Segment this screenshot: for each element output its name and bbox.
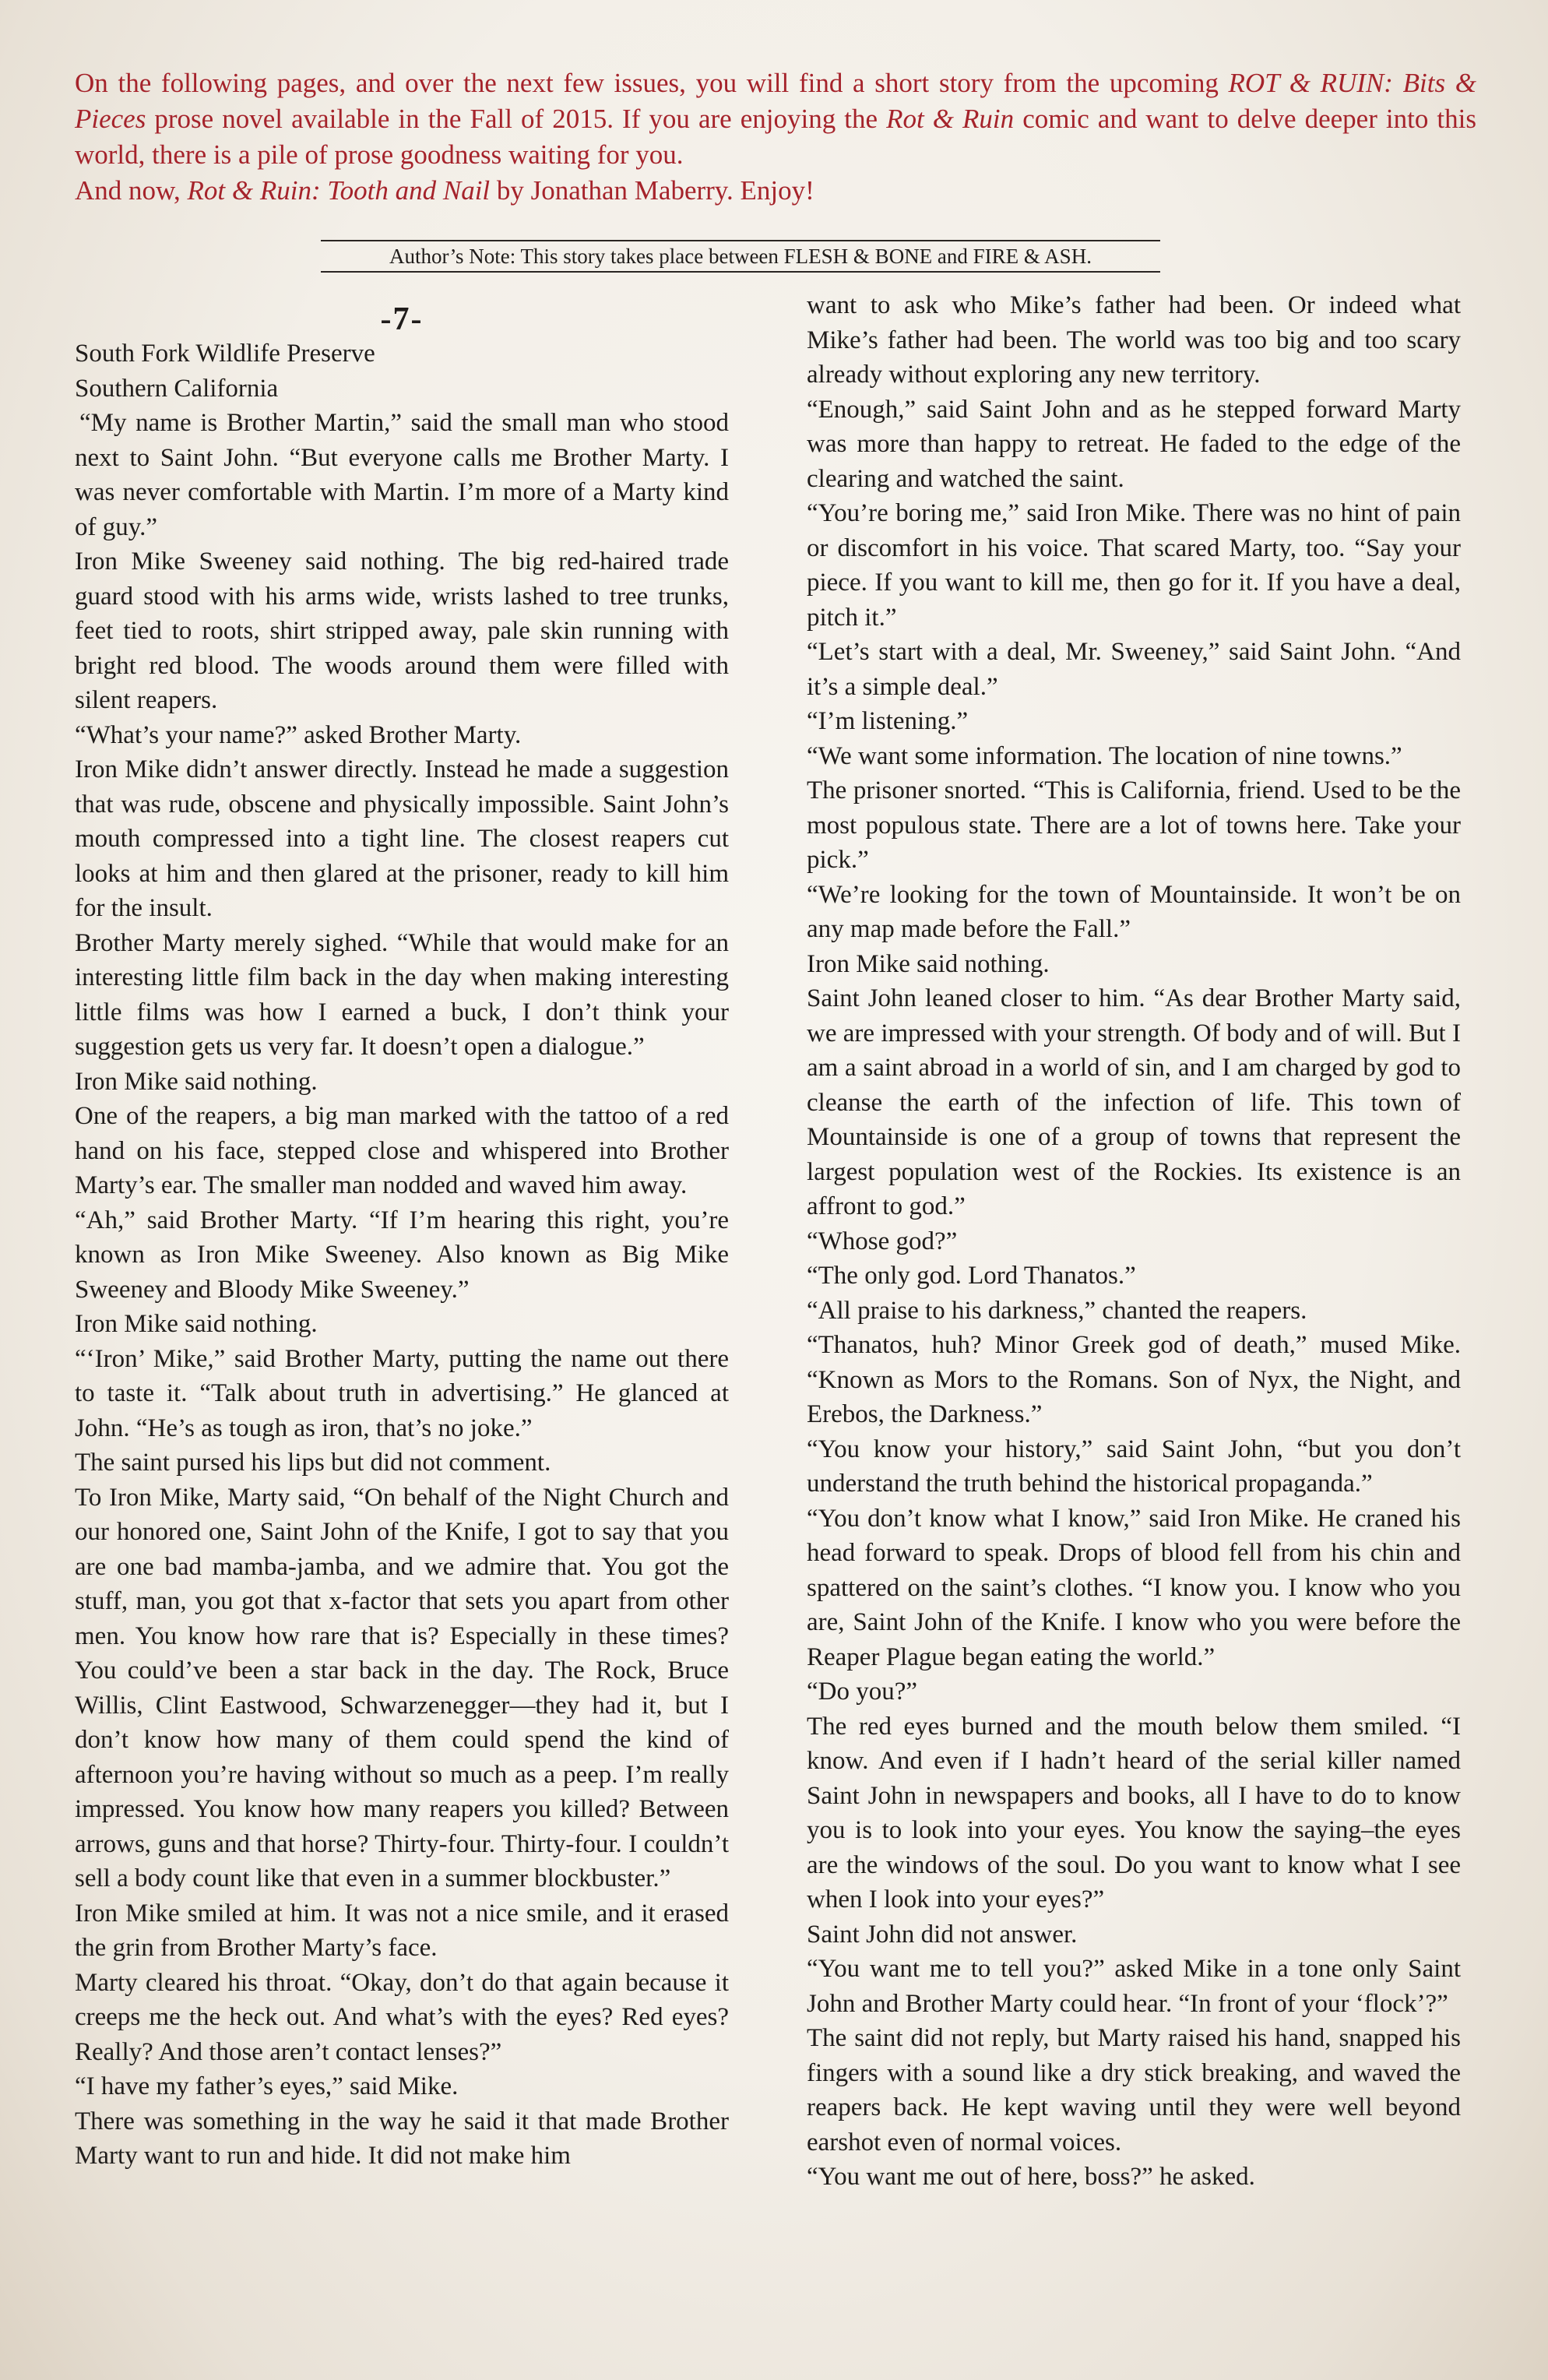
paragraph: The red eyes burned and the mouth below them smiled. “I know. And even if I hadn’t heard of the serial killer named Saint John in newspapers and books, all I have to do to know you is to look into your eyes. You know the saying–the eyes are the windows of the soul. Do you want to know what I see when I look into your eyes?”: [807, 1712, 1461, 1914]
right-column: [807, 288, 1461, 2195]
paragraph: “You don’t know what I know,” said Iron Mike. He craned his head forward to speak. Drops of blood fell from his chin and spattered on the saint’s clothes. “I know you. I know who you are, Saint John of the Knife. I know who you were before the Reaper Plague began eating the world.”: [807, 1504, 1461, 1671]
story-title: Rot & Ruin: Tooth and Nail: [187, 175, 491, 206]
paragraph: “Enough,” said Saint John and as he stepped forward Marty was more than happy to retreat. He faded to the edge of the clearing and watched the saint.: [807, 395, 1461, 493]
intro-segment: On the following pages, and over the next few issues, you will find a short story from the upcoming: [75, 68, 1229, 98]
paragraph: There was something in the way he said it that made Brother Marty want to run and hide. It did not make him: [75, 2107, 729, 2170]
left-column: [75, 302, 729, 2174]
paragraph: Iron Mike didn’t answer directly. Instead he made a suggestion that was rude, obscene and physically impossible. Saint John’s mouth compressed into a tight line. The closest reapers cut looks at him and then glared at the prisoner, ready to kill him for the insult.: [75, 755, 729, 922]
paragraph: Iron Mike said nothing.: [807, 949, 1050, 978]
author-note: Author’s Note: This story takes place between FLESH & BONE and FIRE & ASH.: [321, 240, 1160, 273]
paragraph: “You know your history,” said Saint John, “but you don’t understand the truth behind the historical propaganda.”: [807, 1435, 1461, 1498]
paragraph: The prisoner snorted. “This is California, friend. Used to be the most populous state. There are a lot of towns here. Take your pick.”: [807, 776, 1461, 874]
intro-text-2: [75, 173, 1476, 209]
paragraph: Brother Marty merely sighed. “While that would make for an interesting little film back in the day when making interesting little films was how I earned a buck, I don’t think your suggestion gets us very far. It doesn’t open a dialogue.”: [75, 928, 729, 1061]
paragraph: “We’re looking for the town of Mountainside. It won’t be on any map made before the Fall.”: [807, 880, 1461, 943]
paragraph: “We want some information. The location of nine towns.”: [807, 741, 1402, 770]
paragraph: Iron Mike smiled at him. It was not a nice smile, and it erased the grin from Brother Marty’s face.: [75, 1899, 729, 1962]
paragraph: Southern California: [75, 374, 279, 403]
paragraph: “What’s your name?” asked Brother Marty.: [75, 720, 522, 749]
paragraph: “‘Iron’ Mike,” said Brother Marty, putting the name out there to taste it. “Talk about truth in advertising.” He glanced at John. “He’s as tough as iron, that’s no joke.”: [75, 1344, 729, 1442]
paragraph: want to ask who Mike’s father had been. Or indeed what Mike’s father had been. The world was too big and too scary already without exploring any new territory.: [807, 291, 1461, 389]
paragraph: The saint pursed his lips but did not comment.: [75, 1449, 551, 1477]
paragraph: Iron Mike Sweeney said nothing. The big red-haired trade guard stood with his arms wide, wrists lashed to tree trunks, feet tied to roots, shirt stripped away, pale skin running with bright red blood. The woods around them were filled with silent reapers.: [75, 547, 729, 714]
book-title: ROT & RUIN: Bits & Pieces: [75, 68, 1476, 134]
paragraph: To Iron Mike, Marty said, “On behalf of the Night Church and our honored one, Saint John of the Knife, I got to say that you are one bad mamba-jamba, and we admire that. You got the stuff, man, you got that x-factor that sets you apart from other men. You know how rare that is? Especially in these times? You could’ve been a star back in the day. The Rock, Bruce Willis, Clint Eastwood, Schwarzenegger—they had it, but I don’t know how many of them could spend the kind of afternoon you’re having without so much as a peep. I’m really impressed. You know how many reapers you killed? Between arrows, guns and that horse? Thirty-four. Thirty-four. I couldn’t sell a body count like that even in a summer blockbuster.”: [75, 1483, 729, 1892]
paragraph: “You’re boring me,” said Iron Mike. There was no hint of pain or discomfort in his voice. That scared Marty, too. “Say your piece. If you want to kill me, then go for it. If you have a deal, pitch it.”: [807, 499, 1461, 632]
paragraph: “Let’s start with a deal, Mr. Sweeney,” said Saint John. “And it’s a simple deal.”: [807, 638, 1461, 701]
paragraph: “All praise to his darkness,” chanted the reapers.: [807, 1296, 1307, 1325]
paragraph: “Do you?”: [807, 1678, 918, 1706]
paragraph: “Thanatos, huh? Minor Greek god of death,” mused Mike. “Known as Mors to the Romans. Son of Nyx, the Night, and Erebos, the Darkness.”: [807, 1331, 1461, 1428]
paragraph: Marty cleared his throat. “Okay, don’t do that again because it creeps me the heck out. And what’s with the eyes? Red eyes? Really? And those aren’t contact lenses?”: [75, 1968, 729, 2066]
paragraph: “I have my father’s eyes,” said Mike.: [75, 2072, 459, 2100]
intro-segment: by Jonathan Maberry. Enjoy!: [490, 175, 814, 206]
paragraph: “The only god. Lord Thanatos.”: [807, 1262, 1136, 1290]
paragraph: “Whose god?”: [807, 1227, 958, 1255]
paragraph: Iron Mike said nothing.: [75, 1310, 318, 1338]
chapter-number: -7-: [380, 301, 424, 337]
intro-paragraph: [75, 65, 1476, 209]
paragraph: “You want me to tell you?” asked Mike in a tone only Saint John and Brother Marty could hear. “In front of your ‘flock’?”: [807, 1955, 1461, 2018]
paragraph: One of the reapers, a big man marked with the tattoo of a red hand on his face, stepped close and whispered into Brother Marty’s ear. The smaller man nodded and waved him away.: [75, 1102, 729, 1199]
comic-title: Rot & Ruin: [886, 104, 1015, 134]
paragraph: Saint John leaned closer to him. “As dear Brother Marty said, we are impressed with your strength. Of body and of will. But I am a saint abroad in a world of sin, and I am charged by god to cleanse the earth of the infection of life. This town of Mountainside is one of a group of towns that represent the largest population west of the Rockies. Its existence is an affront to god.”: [807, 984, 1461, 1220]
paragraph: “You want me out of here, boss?” he asked.: [807, 2163, 1255, 2191]
intro-segment: prose novel available in the Fall of 2015. If you are enjoying the: [146, 104, 887, 134]
paragraph: Saint John did not answer.: [807, 1920, 1078, 1949]
paragraph: Iron Mike said nothing.: [75, 1067, 318, 1096]
intro-text: [75, 65, 1476, 173]
paragraph: “My name is Brother Martin,” said the small man who stood next to Saint John. “But everyone calls me Brother Marty. I was never comfortable with Martin. I’m more of a Marty kind of guy.”: [75, 409, 729, 541]
paragraph: South Fork Wildlife Preserve: [75, 340, 375, 368]
paragraph: “I’m listening.”: [807, 707, 969, 735]
paragraph: The saint did not reply, but Marty raised his hand, snapped his fingers with a sound like a dry stick breaking, and waved the reapers back. He kept waving until they were well beyond earshot even of normal voices.: [807, 2024, 1461, 2156]
intro-segment: comic and want to delve deeper into this world, there is a pile of prose goodness waiting for you.: [75, 104, 1476, 170]
intro-segment: And now,: [75, 175, 188, 206]
paragraph: “Ah,” said Brother Marty. “If I’m hearing this right, you’re known as Iron Mike Sweeney. Also known as Big Mike Sweeney and Bloody Mike Sweeney.”: [75, 1206, 729, 1304]
